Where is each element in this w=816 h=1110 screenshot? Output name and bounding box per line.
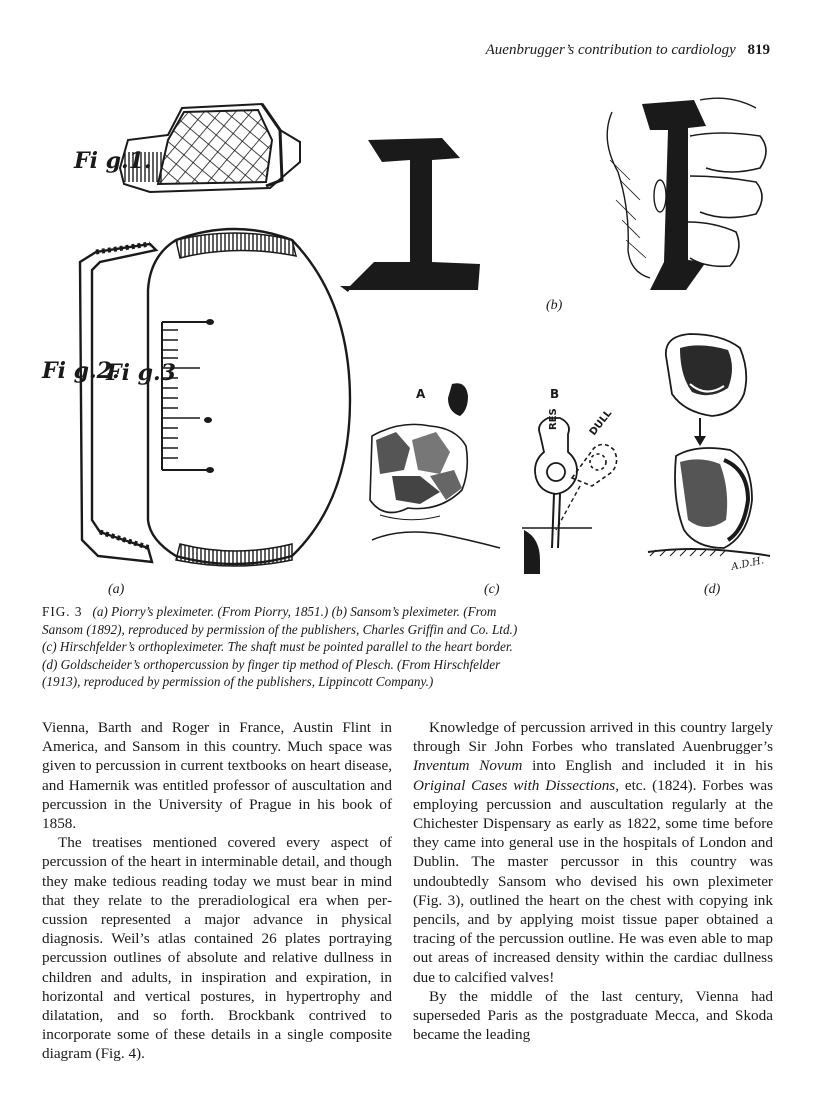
italic-title: Original Cases with Dissections, <box>413 776 620 794</box>
panel-c-dull-word: DULL <box>587 408 615 438</box>
piorry-pleximeter-front <box>148 229 350 566</box>
fig-2-label: Fi g.2. <box>42 358 120 384</box>
running-title: Auenbrugger’s contribution to cardiology <box>485 42 736 58</box>
page-number: 819 <box>747 42 770 58</box>
sansom-hand-photo <box>590 96 770 292</box>
finger-tip-percussion <box>648 334 770 556</box>
paragraph <box>413 718 773 987</box>
panel-c-res-word: RES <box>548 408 559 430</box>
fig-1-label: Fi g.1. <box>74 148 152 174</box>
orthopleximeter-diagram-b <box>522 418 617 574</box>
fig-3-label: Fi g.3 <box>106 360 176 386</box>
artist-initials: A.D.H. <box>730 555 766 573</box>
text-run: into English and included it in his <box>522 757 773 775</box>
panel-c-letter-a: A <box>416 387 426 401</box>
paragraph: Vienna, Barth and Roger in France, Austin Flint in America, and Sansom in this country. Much space was given to percussion in current textbooks on heart disease, and Hamernik was entitled professor of auscultation and percussion in the University of Prague in his book of 1858. <box>42 719 392 833</box>
italic-title: Inventum Novum <box>413 757 523 775</box>
text-run: Knowledge of percussion arrived in this country largely through Sir John Forbes who translated Auenbrugger’s <box>413 719 773 756</box>
sansom-pleximeter-shape <box>340 138 480 292</box>
caption-line: (d) Goldscheider’s orthopercussion by finger tip method of Plesch. (From Hirschfelder <box>42 656 501 672</box>
right-column <box>413 718 773 1044</box>
figure-caption <box>42 603 762 691</box>
paragraph: By the middle of the last century, Vienna had superseded Paris as the postgraduate Mecca, and Skoda became the leading <box>413 987 773 1044</box>
orthopleximeter-hand-a <box>370 383 500 548</box>
caption-line: (1913), reproduced by permission of the publishers, Lippincott Company.) <box>42 674 434 690</box>
panel-c-letter-b: B <box>550 387 560 401</box>
sublabel-d: (d) <box>704 582 721 597</box>
sublabel-c: (c) <box>484 582 500 597</box>
piorry-pleximeter-side <box>80 244 156 562</box>
text-run: etc. (1824). Forbes was employing percussion and auscultation regularly at the Chichester Dispensary as early as 1822, some time before they came into general use in the hospitals of London and Dublin. The master percussor in this country was undoubtedly Sansom who devised his own pleximeter (Fig. 3), outlined the heart on the chest with copying ink pencils, and by applying moist tissue paper obtained a tracing of the percussion outline. He was even able to map out areas of increased density within the cardiac dullness due to calcified valves! <box>413 776 773 986</box>
caption-line: Sansom (1892), reproduced by permission of the publishers, Charles Griffin and Co. Ltd.) <box>42 621 518 637</box>
caption-fig-number: FIG. 3 <box>42 604 83 619</box>
caption-line-text: (a) Piorry’s pleximeter. (From Piorry, 1851.) (b) Sansom’s pleximeter. (From <box>92 604 497 619</box>
paragraph: The treatises mentioned covered every aspect of percussion of the heart in interminable detail, and though they make tedious reading today we must bear in mind that they relate to the preradiological era when percussion represented a major advance in physical diagnosis. Weil’s atlas contained 26 plates portraying percussion outlines of absolute and relative dullness in children and adults, in inspiration and expiration, in horizontal and vertical postures, in hypertrophy and dilatation, and so forth. Brockbank contrived to incorporate some of these details in a single composite diagram (Fig. 4). <box>42 834 392 1063</box>
caption-line <box>42 603 762 621</box>
left-column <box>42 718 392 1064</box>
sublabel-a: (a) <box>108 582 125 597</box>
sublabel-b: (b) <box>546 298 563 313</box>
caption-line: (c) Hirschfelder’s orthopleximeter. The shaft must be pointed parallel to the heart border. <box>42 639 513 655</box>
